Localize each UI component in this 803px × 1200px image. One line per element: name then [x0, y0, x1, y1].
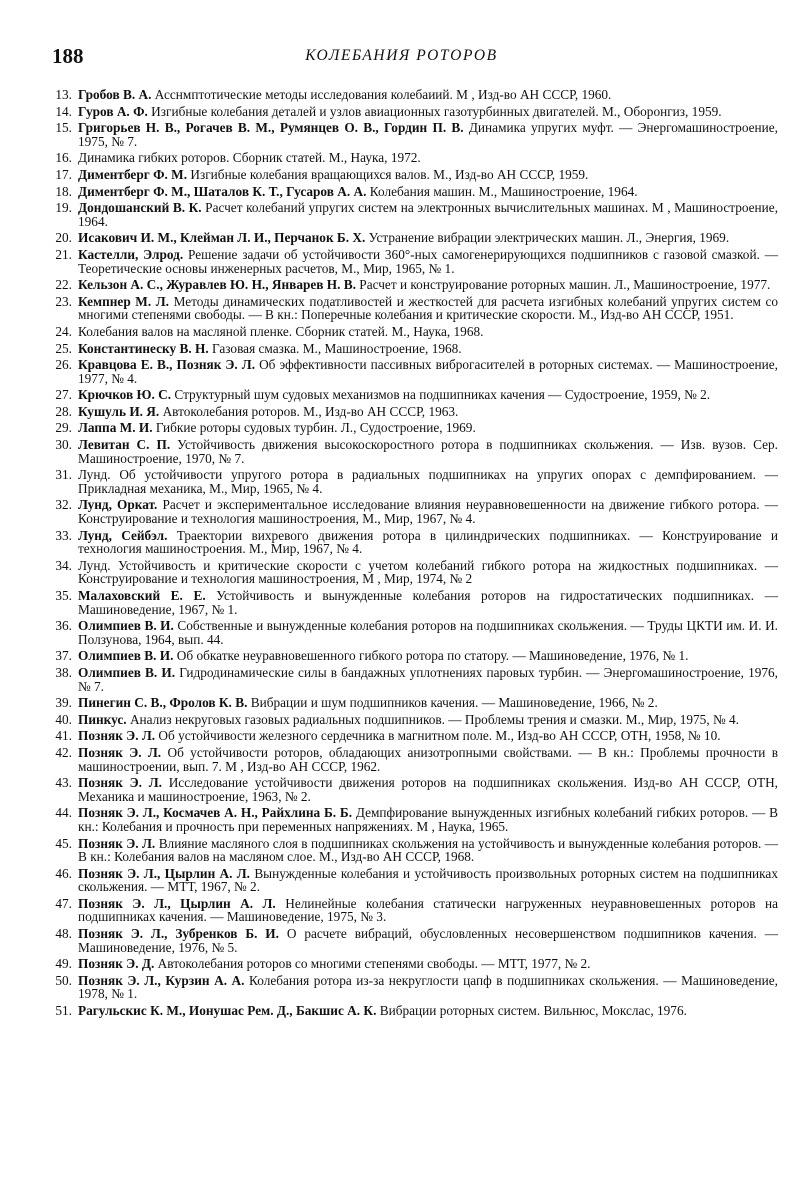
reference-text: Вынужденные колебания и устойчивость произвольных роторных систем на подшипниках скольжения. — МТТ, 1967, № 2.	[78, 865, 778, 895]
reference-number: 15.	[55, 120, 72, 136]
reference-authors: Лунд, Сейбэл.	[78, 527, 168, 543]
reference-text: Нелинейные колебания статически нагруженных неуравновешенных роторов на подшипниках качения. — Машиноведение, 1975, № 3.	[78, 895, 779, 925]
reference-item	[44, 666, 778, 693]
reference-item	[44, 121, 778, 148]
reference-item	[44, 105, 778, 119]
reference-item	[44, 201, 778, 228]
reference-item	[44, 421, 778, 435]
reference-text: Об обкатке неуравновешенного гибкого ротора по статору. — Машиноведение, 1976, № 1.	[176, 648, 689, 664]
reference-text: Гибкие роторы судовых турбин. Л., Судостроение, 1969.	[155, 420, 476, 436]
reference-number: 44.	[55, 805, 72, 821]
reference-number: 30.	[55, 437, 72, 453]
reference-item	[44, 529, 778, 556]
reference-authors: Позняк Э. Л.	[78, 775, 162, 791]
reference-number: 22.	[55, 277, 72, 293]
reference-text: Динамика гибких роторов. Сборник статей. М., Наука, 1972.	[78, 150, 421, 166]
reference-authors: Кравцова Е. В., Позняк Э. Л.	[78, 357, 256, 373]
reference-item	[44, 231, 778, 245]
reference-number: 34.	[55, 557, 72, 573]
reference-authors: Олимпиев В. И.	[78, 664, 176, 680]
reference-authors: Олимпиев В. И.	[78, 648, 174, 664]
reference-item	[44, 295, 778, 322]
reference-number: 18.	[55, 183, 72, 199]
reference-item	[44, 151, 778, 165]
reference-item	[44, 278, 778, 292]
reference-item	[44, 342, 778, 356]
reference-text: Вибрации роторных систем. Вильнюс, Мокслас, 1976.	[379, 1003, 687, 1019]
reference-text: Устранение вибрации электрических машин. Л., Энергия, 1969.	[368, 230, 730, 246]
reference-text: Гидродинамические силы в бандажных уплотнениях паровых турбин. — Энергомашиностроение, 1976, № 7.	[78, 664, 779, 694]
reference-text: Изгибные колебания вращающихся валов. М., Изд-во АН СССР, 1959.	[190, 166, 589, 182]
reference-authors: Малаховский Е. Е.	[78, 588, 206, 603]
reference-text: Газовая смазка. М., Машиностроение, 1968.	[211, 340, 462, 356]
reference-authors: Позняк Э. Л., Курзин А. А.	[78, 972, 245, 988]
reference-list	[44, 88, 778, 1021]
reference-item	[44, 806, 778, 833]
reference-text: Автоколебания роторов со многими степенями свободы. — МТТ, 1977, № 2.	[157, 956, 591, 972]
reference-item	[44, 729, 778, 743]
reference-text: Влияние масляного слоя в подшипниках скольжения на устойчивость и вынужденные колебания роторов. — В кн.: Колебания валов на масляном слое. М., Изд-во АН СССР, 1968.	[78, 835, 779, 865]
reference-number: 51.	[55, 1003, 72, 1019]
reference-number: 36.	[55, 618, 72, 634]
reference-item	[44, 837, 778, 864]
reference-authors: Кемпнер М. Л.	[78, 293, 169, 309]
reference-number: 20.	[55, 230, 72, 246]
reference-number: 21.	[55, 246, 72, 262]
reference-number: 49.	[55, 956, 72, 972]
reference-text: Динамика упругих муфт. — Энергомашиностроение, 1975, № 7.	[78, 120, 778, 149]
reference-number: 42.	[55, 744, 72, 760]
reference-text: Исследование устойчивости движения роторов на подшипниках скольжения. Изд-во АН СССР, ОТН, Механика и машиностроение, 1963, № 2.	[78, 775, 779, 804]
reference-text: Лунд. Устойчивость и критические скорости с учетом колебаний гибкого ротора на жидкостных подшипниках. — Конструирование и технология машиностроения, М , Мир, 1974, № 2	[78, 557, 778, 587]
reference-authors: Кушуль И. Я.	[78, 403, 160, 419]
reference-text: Лунд. Об устойчивости упругого ротора в радиальных подшипниках на упругих опорах с демпфированием. — Прикладная механика, М., Мир, 1965, № 4.	[78, 467, 778, 496]
reference-authors: Гуров А. Ф.	[78, 103, 148, 119]
reference-number: 47.	[55, 895, 72, 911]
reference-authors: Рагульскис К. М., Ионушас Рем. Д., Бакшис А. К.	[78, 1003, 377, 1019]
reference-authors: Лаппа М. И.	[78, 420, 153, 436]
reference-text: Решение задачи об устойчивости 360°-ных самогенерирующихся подшипников с газовой смазкой. — Теоретические основы инженерных расчетов, М., Мир, 1965, № 1.	[78, 246, 778, 276]
reference-item	[44, 498, 778, 525]
reference-number: 17.	[55, 166, 72, 182]
page-number: 188	[52, 44, 84, 68]
reference-authors: Позняк Э. Л.	[78, 728, 156, 744]
reference-number: 25.	[55, 340, 72, 356]
reference-number: 26.	[55, 357, 72, 373]
reference-authors: Диментберг Ф. М., Шаталов К. Т., Гусаров А. А.	[78, 183, 367, 199]
reference-number: 27.	[55, 387, 72, 403]
reference-item	[44, 867, 778, 894]
reference-authors: Позняк Э. Л.	[78, 835, 156, 851]
reference-text: Об устойчивости железного сердечника в магнитном поле. М., Изд-во АН СССР, ОТН, 1958, № 10.	[158, 728, 721, 744]
reference-number: 46.	[55, 865, 72, 881]
reference-text: Колебания машин. М., Машиностроение, 1964.	[369, 183, 638, 199]
reference-authors: Позняк Э. Л., Цырлин А. Л.	[78, 895, 276, 911]
reference-text: Устойчивость движения высокоскоростного ротора в подшипниках скольжения. — Изв. вузов. Сер. Машиностроение, 1970, № 7.	[78, 437, 779, 466]
reference-authors: Лунд, Оркат.	[78, 497, 158, 513]
reference-text: Об эффективности пассивных виброгасителей в роторных системах. — Машиностроение, 1977, № 4.	[78, 357, 778, 386]
reference-authors: Диментберг Ф. М.	[78, 166, 188, 182]
reference-authors: Кастелли, Элрод.	[78, 246, 184, 262]
reference-item	[44, 713, 778, 727]
reference-text: Изгибные колебания деталей и узлов авиационных газотурбинных двигателей. М., Оборонгиз, 1959.	[151, 103, 722, 119]
reference-number: 48.	[55, 926, 72, 942]
reference-text: Автоколебания роторов. М., Изд-во АН СССР, 1963.	[162, 403, 459, 419]
reference-item	[44, 619, 778, 646]
reference-text: Демпфирование вынужденных изгибных колебаний гибких роторов. — В кн.: Колебания и прочность при переменных напряжениях. М , Наука, 1965.	[78, 805, 779, 834]
reference-text: Колебания валов на масляной пленке. Сборник статей. М., Наука, 1968.	[78, 323, 484, 339]
reference-authors: Пинегин С. В., Фролов К. В.	[78, 695, 248, 711]
reference-item	[44, 388, 778, 402]
reference-authors: Позняк Э. Л.	[78, 744, 162, 760]
reference-item	[44, 248, 778, 275]
reference-number: 45.	[55, 835, 72, 851]
reference-text: Методы динамических податливостей и жесткостей для расчета изгибных колебаний упругих систем со многими степенями свободы. — В кн.: Поперечные колебания и критические скорости. М., Изд-во АН СССР, 1951.	[78, 293, 779, 323]
reference-text: Устойчивость и вынужденные колебания роторов на гидростатических подшипниках. — Машиноведение, 1967, № 1.	[78, 588, 778, 617]
reference-authors: Константинеску В. Н.	[78, 340, 209, 356]
running-title: КОЛЕБАНИЯ РОТОРОВ	[305, 47, 498, 64]
reference-authors: Олимпиев В. И.	[78, 618, 174, 634]
reference-authors: Позняк Э. Л., Зубренков Б. И.	[78, 926, 279, 942]
reference-authors: Позняк Э. Л., Космачев А. Н., Райхлина Б. Б.	[78, 805, 353, 821]
reference-authors: Григорьев Н. В., Рогачев В. М., Румянцев О. В., Гордин П. В.	[78, 120, 464, 136]
reference-authors: Дондошанский В. К.	[78, 200, 202, 216]
reference-item	[44, 325, 778, 339]
reference-text: О расчете вибраций, обусловленных несовершенством подшипников качения. — Машиноведение, 1976, № 5.	[78, 926, 778, 955]
reference-text: Расчет и конструирование роторных машин. Л., Машиностроение, 1977.	[359, 277, 771, 293]
reference-number: 39.	[55, 695, 72, 711]
reference-item	[44, 776, 778, 803]
reference-number: 19.	[55, 200, 72, 216]
reference-item	[44, 88, 778, 102]
reference-text: Анализ некруговых газовых радиальных подшипников. — Проблемы трения и смазки. М., Мир, 1975, № 4.	[129, 711, 739, 727]
reference-item	[44, 927, 778, 954]
reference-number: 31.	[55, 467, 72, 483]
reference-text: Расчет колебаний упругих систем на электронных вычислительных машинах. М , Машиностроение, 1964.	[78, 200, 779, 229]
reference-authors: Пинкус.	[78, 711, 127, 727]
reference-text: Траектории вихревого движения ротора в цилиндрических подшипниках. — Конструирование и технология машиностроения. М., Мир, 1967, № 4.	[78, 527, 778, 557]
reference-item	[44, 957, 778, 971]
reference-text: Структурный шум судовых механизмов на подшипниках качения — Судостроение, 1959, № 2.	[174, 387, 711, 403]
reference-item	[44, 649, 778, 663]
reference-text: Об устойчивости роторов, обладающих анизотропными свойствами. — В кн.: Проблемы прочности в машиностроении, вып. 7. М , Изд-во АН СССР, 1962.	[78, 744, 779, 774]
reference-text: Вибрации и шум подшипников качения. — Машиноведение, 1966, № 2.	[250, 695, 658, 711]
reference-item	[44, 746, 778, 773]
reference-authors: Позняк Э. Д.	[78, 956, 155, 972]
reference-number: 35.	[55, 588, 72, 603]
reference-number: 29.	[55, 420, 72, 436]
reference-item	[44, 974, 778, 1001]
reference-authors: Крючков Ю. С.	[78, 387, 172, 403]
reference-number: 43.	[55, 775, 72, 791]
reference-number: 24.	[55, 323, 72, 339]
reference-text: Расчет и экспериментальное исследование влияния неуравновешенности на движение гибкого ротора. — Конструирование и технология машиностроения, М., Мир, 1967, № 4.	[78, 497, 778, 527]
reference-authors: Исакович И. М., Клейман Л. И., Перчанок Б. Х.	[78, 230, 366, 246]
reference-number: 16.	[55, 150, 72, 166]
reference-number: 40.	[55, 711, 72, 727]
reference-authors: Гробов В. А.	[78, 87, 152, 102]
reference-number: 33.	[55, 527, 72, 543]
reference-authors: Кельзон А. С., Журавлев Ю. Н., Январев Н. В.	[78, 277, 356, 293]
reference-number: 38.	[55, 664, 72, 680]
reference-text: Собственные и вынужденные колебания роторов на подшипниках скольжения. — Труды ЦКТИ им. И. И. Ползунова, 1964, вып. 44.	[78, 618, 778, 647]
reference-text: Асснмптотические методы исследования колебаиий. М , Изд-во АН СССР, 1960.	[154, 87, 612, 102]
page-header	[52, 44, 751, 74]
reference-item	[44, 897, 778, 924]
reference-text: Колебания ротора из-за некруглости цапф в подшипниках скольжения. — Машиноведение, 1978, № 1.	[78, 972, 778, 1002]
reference-item	[44, 358, 778, 385]
reference-number: 13.	[55, 87, 72, 102]
reference-item	[44, 589, 778, 616]
reference-authors: Левитан С. П.	[78, 437, 171, 453]
reference-item	[44, 559, 778, 586]
reference-number: 50.	[55, 972, 72, 988]
reference-number: 32.	[55, 497, 72, 513]
reference-item	[44, 185, 778, 199]
reference-item	[44, 438, 778, 465]
reference-item	[44, 405, 778, 419]
reference-item	[44, 696, 778, 710]
reference-number: 14.	[55, 103, 72, 119]
reference-item	[44, 168, 778, 182]
reference-number: 28.	[55, 403, 72, 419]
reference-number: 37.	[55, 648, 72, 664]
reference-item	[44, 468, 778, 495]
reference-item	[44, 1004, 778, 1018]
reference-authors: Позняк Э. Л., Цырлин А. Л.	[78, 865, 250, 881]
reference-number: 41.	[55, 728, 72, 744]
reference-number: 23.	[55, 293, 72, 309]
